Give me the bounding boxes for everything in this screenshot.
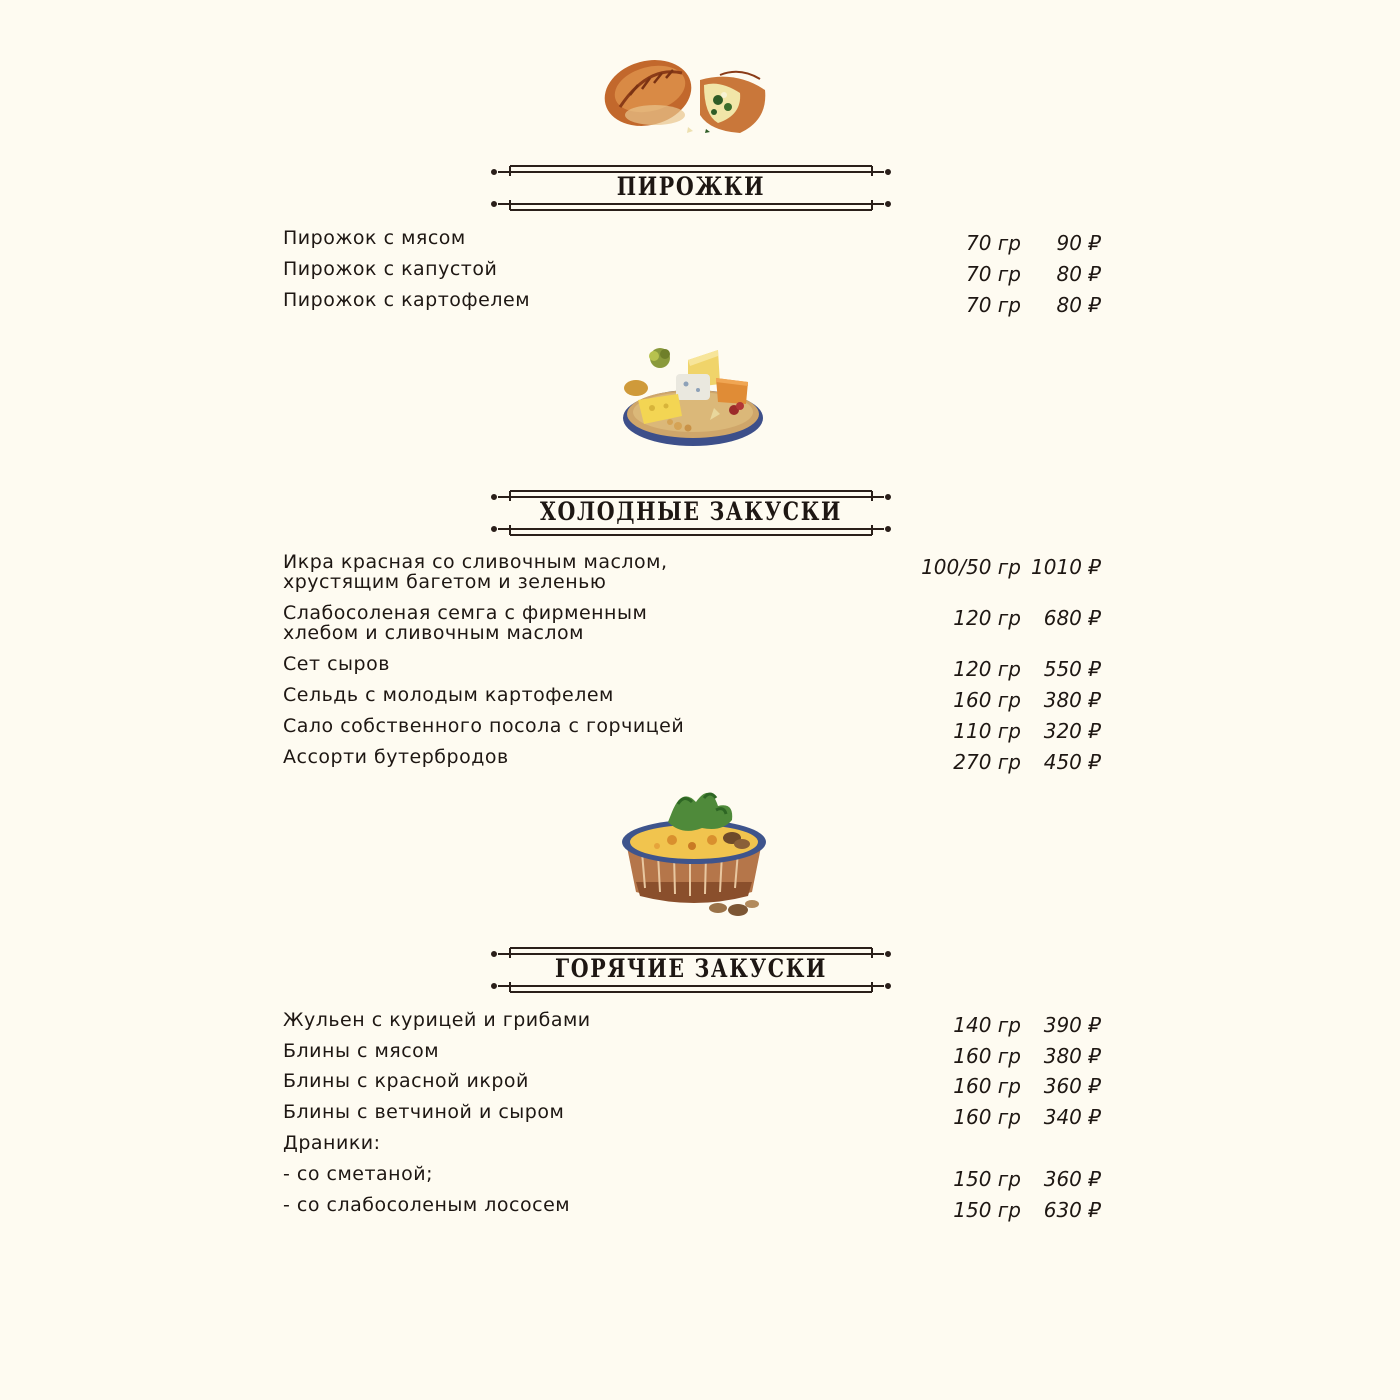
section-title: ПИРОЖКИ [616,172,766,201]
item-price: 340 ₽ [1043,1105,1101,1129]
item-name: Сельдь с молодым картофелем [283,684,614,706]
item-weight: 120 гр [953,657,1021,681]
item-name: Драники: [283,1132,381,1154]
item-name: Блины с ветчиной и сыром [283,1101,565,1123]
item-weight: 110 гр [953,719,1021,743]
item-name: Ассорти бутербродов [283,746,509,768]
item-price: 80 ₽ [1056,293,1101,317]
item-price: 360 ₽ [1043,1074,1101,1098]
item-price: 380 ₽ [1043,1044,1101,1068]
item-price: 380 ₽ [1043,688,1101,712]
item-name: Жульен с курицей и грибами [283,1009,591,1031]
item-price: 80 ₽ [1056,262,1101,286]
section-banner-cold-appetizers [490,489,892,537]
item-weight: 150 гр [953,1167,1021,1191]
section-title: ГОРЯЧИЕ ЗАКУСКИ [554,954,828,983]
item-name: Блины с красной икрой [283,1070,529,1092]
item-weight: 140 гр [953,1013,1021,1037]
item-name: Сет сыров [283,653,390,675]
item-name: Пирожок с картофелем [283,289,531,311]
item-weight: 70 гр [965,293,1021,317]
julienne-illustration [612,782,777,927]
item-name: Икра красная со сливочным маслом, хрустящим багетом и зеленью [283,551,668,593]
item-weight: 100/50 гр [921,555,1021,579]
item-price: 390 ₽ [1043,1013,1101,1037]
item-weight: 120 гр [953,606,1021,630]
section-banner-pirozhki [490,164,892,212]
item-name: Сало собственного посола с горчицей [283,715,685,737]
item-weight: 160 гр [953,1074,1021,1098]
pirozhki-illustration [600,45,775,140]
item-name: Пирожок с мясом [283,227,466,249]
item-price: 360 ₽ [1043,1167,1101,1191]
item-price: 450 ₽ [1043,750,1101,774]
item-weight: 70 гр [965,262,1021,286]
item-name: Пирожок с капустой [283,258,498,280]
item-name: - со слабосоленым лососем [283,1194,571,1216]
item-price: 680 ₽ [1043,606,1101,630]
item-price: 550 ₽ [1043,657,1101,681]
item-weight: 160 гр [953,688,1021,712]
item-weight: 70 гр [965,231,1021,255]
item-weight: 270 гр [953,750,1021,774]
item-price: 90 ₽ [1056,231,1101,255]
section-banner-hot-appetizers [490,946,892,994]
item-price: 1010 ₽ [1031,555,1101,579]
item-weight: 160 гр [953,1044,1021,1068]
item-price: 320 ₽ [1043,719,1101,743]
cheese-board-illustration [618,340,768,455]
item-weight: 150 гр [953,1198,1021,1222]
section-title: ХОЛОДНЫЕ ЗАКУСКИ [539,497,843,526]
item-name: Слабосоленая семга с фирменным хлебом и сливочным маслом [283,602,648,644]
item-price: 630 ₽ [1043,1198,1101,1222]
item-weight: 160 гр [953,1105,1021,1129]
item-name: Блины с мясом [283,1040,440,1062]
item-name: - со сметаной; [283,1163,433,1185]
